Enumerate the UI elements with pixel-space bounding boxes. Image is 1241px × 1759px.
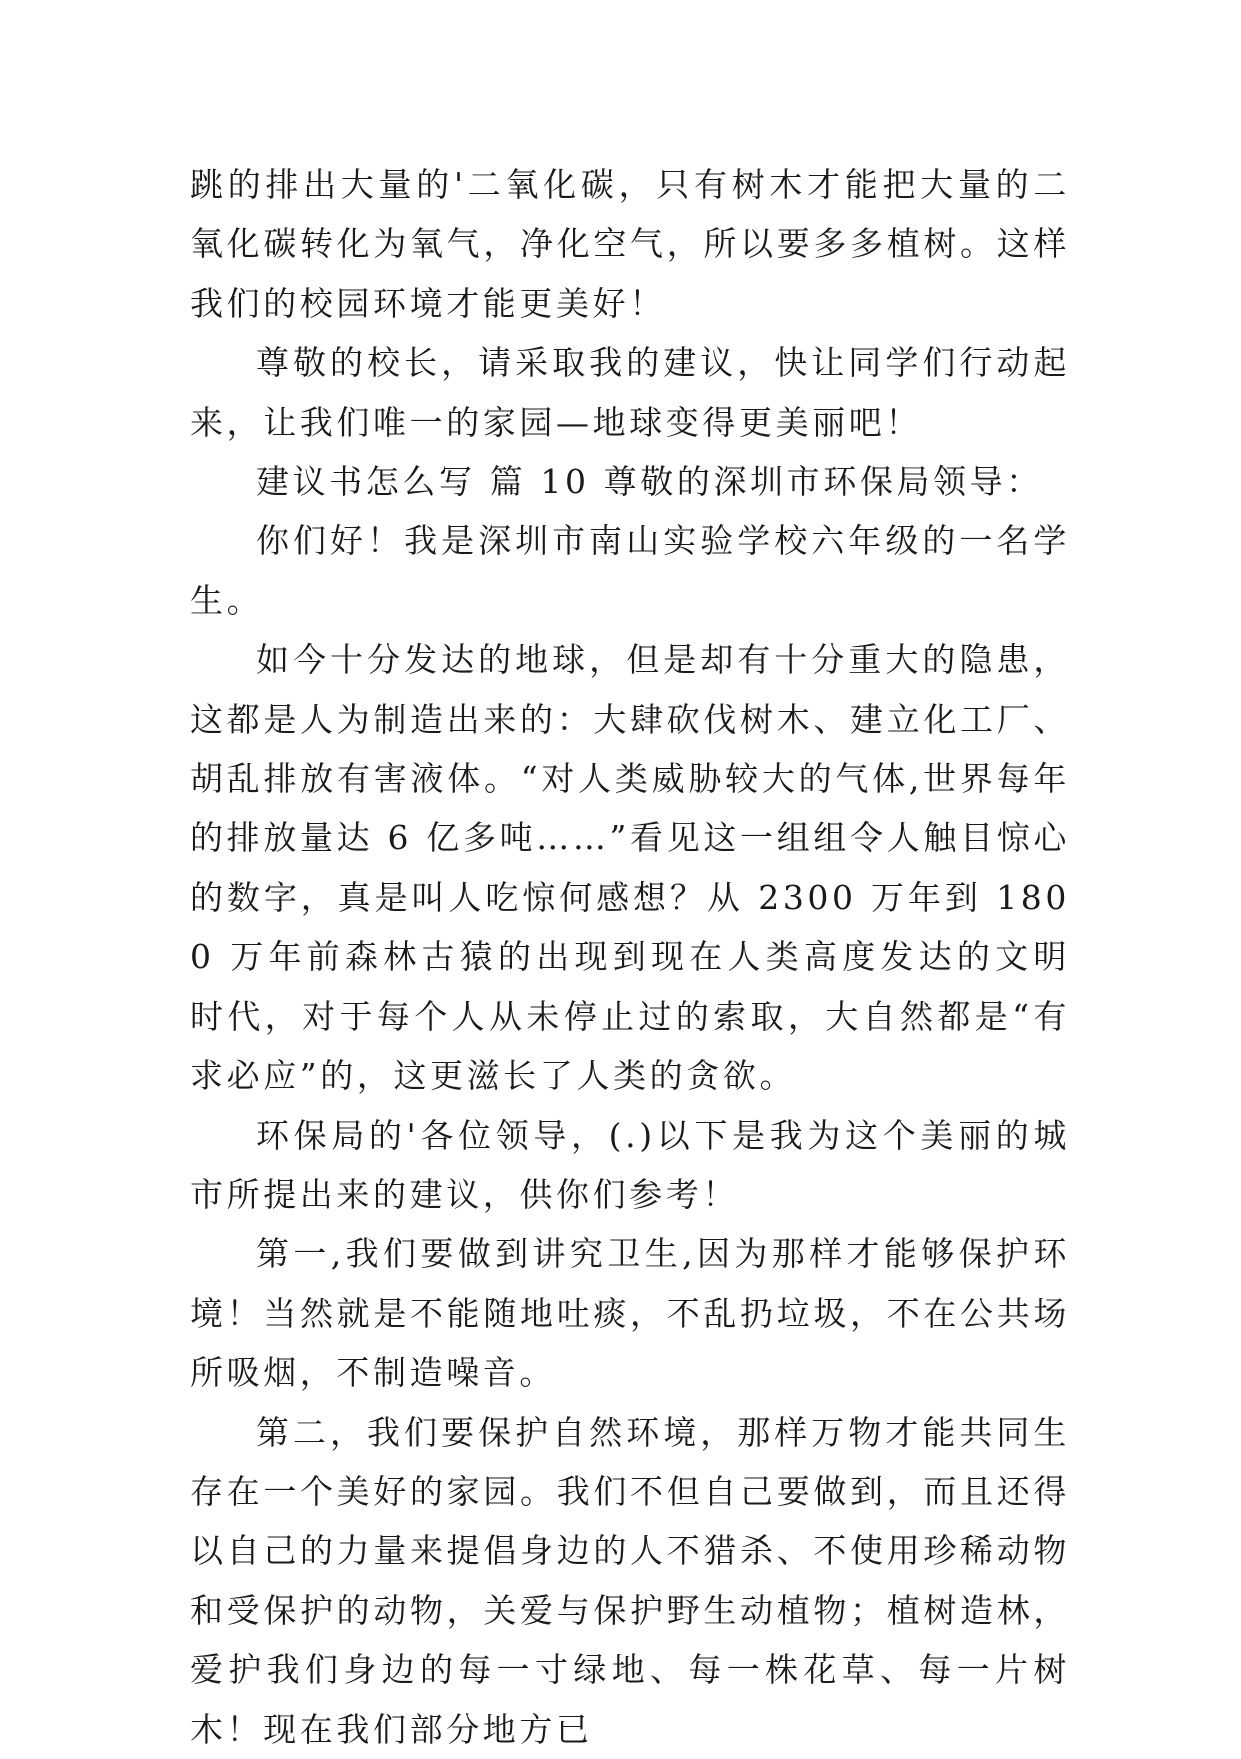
paragraph-8: 第二，我们要保护自然环境，那样万物才能共同生存在一个美好的家园。我们不但自己要做到，而且还得以自己的力量来提倡身边的人不猎杀、不使用珍稀动物和受保护的动物，关爱与保护野生动植物；植树造林，爱护我们身边的每一寸绿地、每一株花草、每一片树木！现在我们部分地方已: [190, 1412, 1070, 1749]
paragraph-5: 如今十分发达的地球，但是却有十分重大的隐患，这都是人为制造出来的：大肆砍伐树木、建立化工厂、胡乱排放有害液体。“对人类威胁较大的气体,世界每年的排放量达 6 亿多吨……”看见这一组组令人触目惊心的数字，真是叫人吃惊何感想？从 2300 万年到 1800 万年前森林古猿的出现到现在人类高度发达的文明时代，对于每个人从未停止过的索取，大自然都是“有求必应”的，这更滋长了人类的贪欲。: [190, 640, 1070, 1096]
paragraph-3-heading: 建议书怎么写 篇 10 尊敬的深圳市环保局领导：: [256, 462, 1043, 502]
paragraph-6: 环保局的'各位领导，(.)以下是我为这个美丽的城市所提出来的建议，供你们参考！: [190, 1115, 1070, 1214]
paragraph-7: 第一,我们要做到讲究卫生,因为那样才能够保护环境！当然就是不能随地吐痰，不乱扔垃圾，不在公共场所吸烟，不制造噪音。: [190, 1234, 1070, 1393]
paragraph-2: 尊敬的校长，请采取我的建议，快让同学们行动起来，让我们唯一的家园—地球变得更美丽吧！: [190, 343, 1070, 442]
document-body: [190, 155, 1070, 1759]
paragraph-1: 跳的排出大量的'二氧化碳，只有树木才能把大量的二氧化碳转化为氧气，净化空气，所以要多多植树。这样我们的校园环境才能更美好！: [190, 165, 1070, 323]
paragraph-4-greeting: 你们好！我是深圳市南山实验学校六年级的一名学生。: [190, 521, 1070, 620]
